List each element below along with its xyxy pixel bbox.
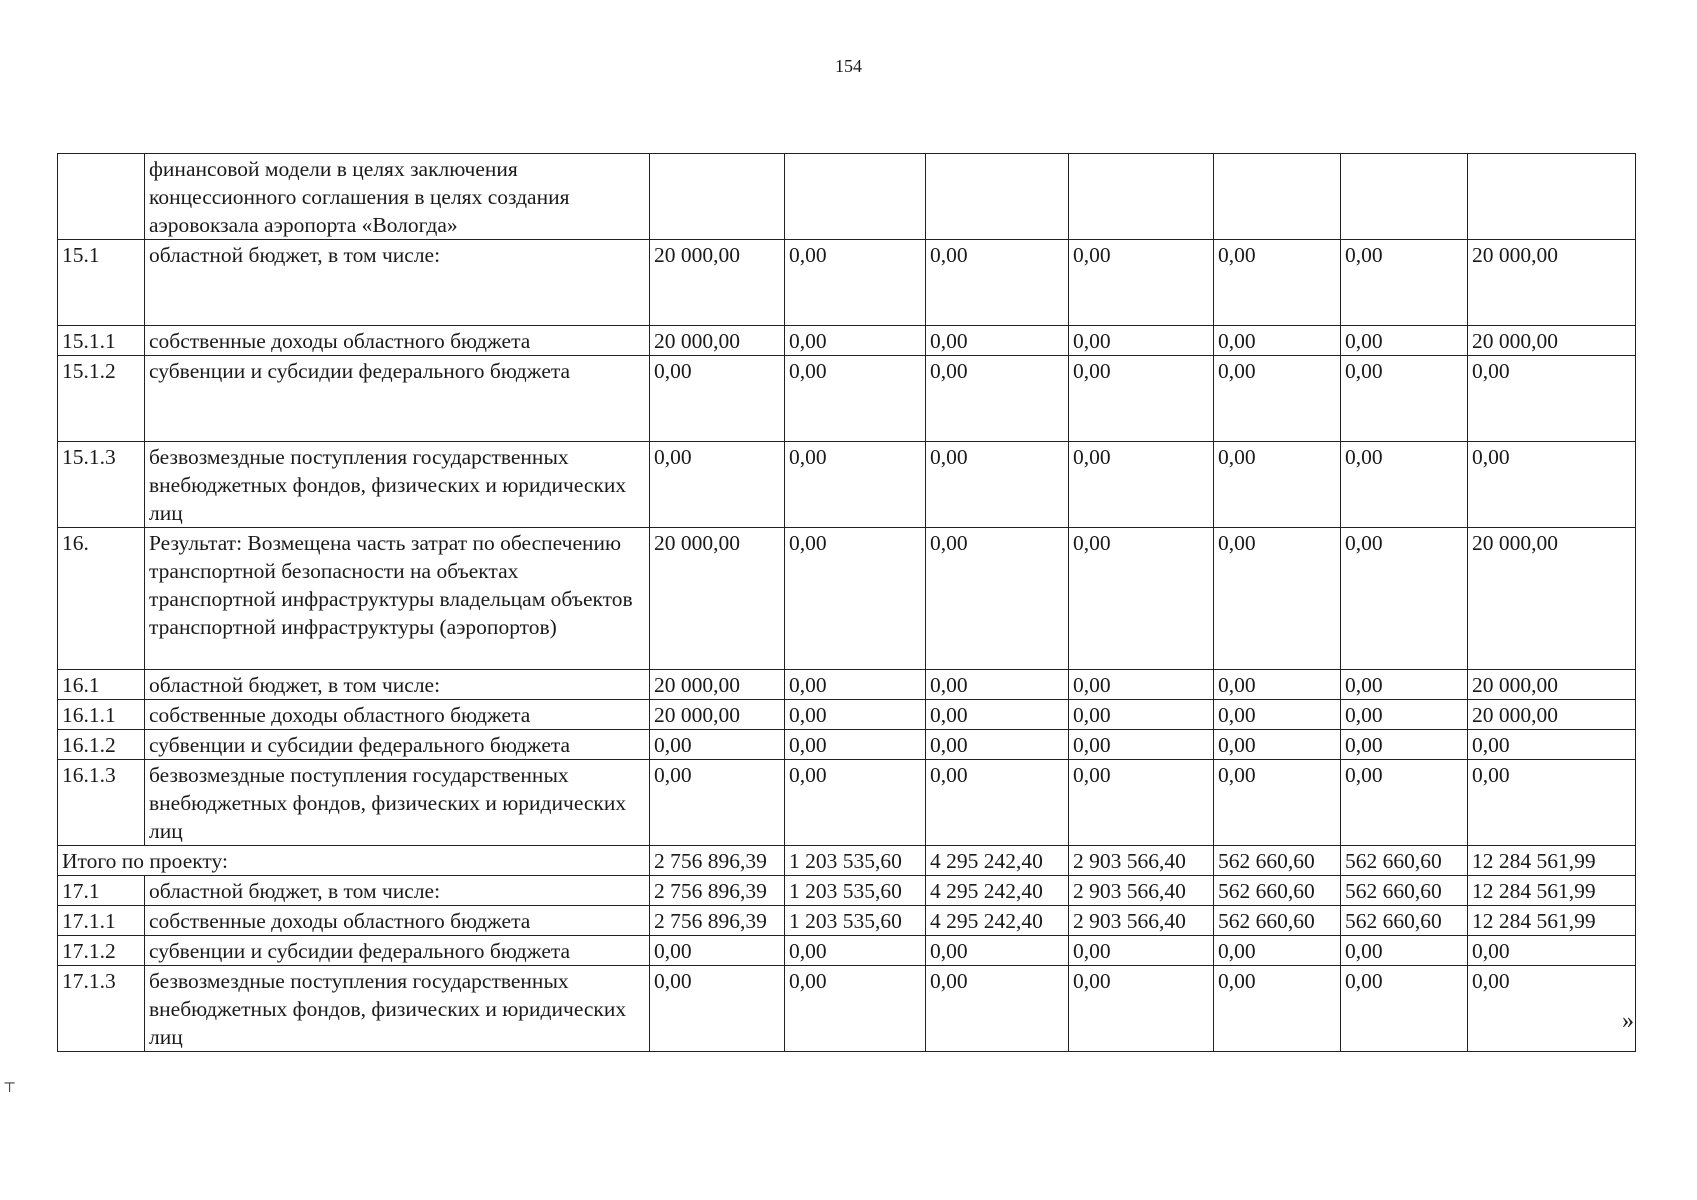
table-row (58, 846, 1636, 876)
value-cell: 0,00 (650, 442, 785, 528)
table-row (58, 906, 1636, 936)
closing-quote: » (1622, 1008, 1634, 1034)
value-cell: 0,00 (1468, 730, 1636, 760)
value-cell (1214, 154, 1341, 240)
margin-mark: ⊤ (3, 1081, 17, 1096)
value-cell: 0,00 (1341, 730, 1468, 760)
value-cell: 0,00 (1341, 442, 1468, 528)
value-cell: 12 284 561,99 (1468, 876, 1636, 906)
value-cell: 0,00 (926, 528, 1069, 670)
table-row (58, 670, 1636, 700)
value-cell: 0,00 (1341, 670, 1468, 700)
table-row (58, 966, 1636, 1052)
value-cell: 0,00 (1341, 240, 1468, 326)
value-cell: 0,00 (1069, 326, 1214, 356)
row-description: финансовой модели в целях заключения концессионного соглашения в целях создания аэровокзала аэропорта «Вологда» (145, 154, 650, 240)
row-description: областной бюджет, в том числе: (145, 240, 650, 326)
value-cell: 0,00 (1214, 356, 1341, 442)
table-row (58, 760, 1636, 846)
table-row (58, 936, 1636, 966)
value-cell: 2 903 566,40 (1069, 846, 1214, 876)
value-cell: 20 000,00 (650, 700, 785, 730)
value-cell: 0,00 (1069, 700, 1214, 730)
value-cell (1468, 154, 1636, 240)
table-row (58, 240, 1636, 326)
value-cell: 0,00 (1468, 442, 1636, 528)
value-cell: 0,00 (785, 442, 926, 528)
value-cell: 0,00 (785, 700, 926, 730)
value-cell (1069, 154, 1214, 240)
value-cell: 0,00 (1069, 442, 1214, 528)
value-cell: 562 660,60 (1214, 876, 1341, 906)
budget-table (57, 153, 1636, 1052)
row-description: собственные доходы областного бюджета (145, 326, 650, 356)
value-cell: 562 660,60 (1341, 876, 1468, 906)
value-cell: 4 295 242,40 (926, 846, 1069, 876)
value-cell: 0,00 (785, 356, 926, 442)
value-cell: 0,00 (1069, 966, 1214, 1052)
value-cell: 0,00 (650, 760, 785, 846)
value-cell: 2 756 896,39 (650, 846, 785, 876)
value-cell: 20 000,00 (1468, 700, 1636, 730)
value-cell: 0,00 (785, 966, 926, 1052)
value-cell: 0,00 (1214, 442, 1341, 528)
value-cell: 0,00 (1069, 240, 1214, 326)
value-cell: 1 203 535,60 (785, 846, 926, 876)
row-number (58, 154, 145, 240)
value-cell: 0,00 (650, 966, 785, 1052)
value-cell: 0,00 (1468, 356, 1636, 442)
row-description: областной бюджет, в том числе: (145, 670, 650, 700)
table-row (58, 730, 1636, 760)
row-number: 15.1 (58, 240, 145, 326)
row-description: субвенции и субсидии федерального бюджета (145, 356, 650, 442)
value-cell: 0,00 (785, 240, 926, 326)
table-row (58, 154, 1636, 240)
row-description: субвенции и субсидии федерального бюджета (145, 730, 650, 760)
value-cell: 0,00 (926, 326, 1069, 356)
value-cell: 0,00 (926, 240, 1069, 326)
row-description: собственные доходы областного бюджета (145, 906, 650, 936)
value-cell: 4 295 242,40 (926, 876, 1069, 906)
value-cell (785, 154, 926, 240)
value-cell: 0,00 (1214, 966, 1341, 1052)
row-number: 17.1.2 (58, 936, 145, 966)
value-cell: 2 903 566,40 (1069, 876, 1214, 906)
row-number: 17.1.3 (58, 966, 145, 1052)
row-description: областной бюджет, в том числе: (145, 876, 650, 906)
value-cell: 20 000,00 (650, 670, 785, 700)
value-cell: 1 203 535,60 (785, 906, 926, 936)
value-cell: 0,00 (1214, 700, 1341, 730)
table-row (58, 876, 1636, 906)
value-cell: 0,00 (1069, 670, 1214, 700)
row-number: 15.1.1 (58, 326, 145, 356)
row-number: 16.1 (58, 670, 145, 700)
value-cell: 0,00 (1468, 760, 1636, 846)
value-cell: 0,00 (1069, 730, 1214, 760)
value-cell: 562 660,60 (1341, 906, 1468, 936)
value-cell: 0,00 (785, 326, 926, 356)
row-number: 17.1 (58, 876, 145, 906)
table-body (58, 154, 1636, 1052)
value-cell: 20 000,00 (1468, 670, 1636, 700)
page-number: 154 (835, 56, 862, 76)
value-cell: 20 000,00 (650, 528, 785, 670)
value-cell: 0,00 (650, 730, 785, 760)
value-cell: 0,00 (1214, 936, 1341, 966)
value-cell: 1 203 535,60 (785, 876, 926, 906)
value-cell: 0,00 (926, 730, 1069, 760)
row-description: безвозмездные поступления государственных внебюджетных фондов, физических и юридических лиц (145, 966, 650, 1052)
value-cell: 0,00 (1341, 966, 1468, 1052)
value-cell: 0,00 (1341, 760, 1468, 846)
value-cell: 562 660,60 (1214, 846, 1341, 876)
table-row (58, 326, 1636, 356)
value-cell: 0,00 (1214, 240, 1341, 326)
row-number: 15.1.2 (58, 356, 145, 442)
value-cell: 20 000,00 (1468, 528, 1636, 670)
row-description: Результат: Возмещена часть затрат по обеспечению транспортной безопасности на объектах транспортной инфраструктуры владельцам объектов транспортной инфраструктуры (аэропортов) (145, 528, 650, 670)
value-cell: 20 000,00 (1468, 240, 1636, 326)
value-cell: 0,00 (1341, 700, 1468, 730)
value-cell: 0,00 (1069, 760, 1214, 846)
value-cell: 12 284 561,99 (1468, 906, 1636, 936)
value-cell: 2 903 566,40 (1069, 906, 1214, 936)
total-label: Итого по проекту: (58, 846, 650, 876)
value-cell: 4 295 242,40 (926, 906, 1069, 936)
value-cell (1341, 154, 1468, 240)
value-cell: 2 756 896,39 (650, 906, 785, 936)
row-number: 16.1.2 (58, 730, 145, 760)
row-number: 15.1.3 (58, 442, 145, 528)
value-cell: 0,00 (926, 966, 1069, 1052)
table-row (58, 700, 1636, 730)
value-cell: 0,00 (1069, 528, 1214, 670)
value-cell: 0,00 (1214, 528, 1341, 670)
value-cell: 20 000,00 (650, 326, 785, 356)
value-cell: 562 660,60 (1341, 846, 1468, 876)
value-cell: 0,00 (926, 670, 1069, 700)
value-cell: 20 000,00 (650, 240, 785, 326)
row-description: безвозмездные поступления государственных внебюджетных фондов, физических и юридических лиц (145, 442, 650, 528)
table-row (58, 528, 1636, 670)
value-cell: 0,00 (1069, 356, 1214, 442)
value-cell: 0,00 (926, 442, 1069, 528)
value-cell (926, 154, 1069, 240)
value-cell: 0,00 (1341, 326, 1468, 356)
value-cell: 0,00 (1214, 760, 1341, 846)
value-cell: 0,00 (785, 936, 926, 966)
value-cell: 0,00 (785, 670, 926, 700)
value-cell: 0,00 (785, 730, 926, 760)
value-cell: 0,00 (1468, 936, 1636, 966)
row-description: субвенции и субсидии федерального бюджета (145, 936, 650, 966)
value-cell: 0,00 (785, 528, 926, 670)
row-number: 17.1.1 (58, 906, 145, 936)
value-cell (650, 154, 785, 240)
value-cell: 0,00 (926, 936, 1069, 966)
value-cell: 0,00 (1468, 966, 1636, 1052)
value-cell: 2 756 896,39 (650, 876, 785, 906)
table-row (58, 442, 1636, 528)
row-number: 16.1.3 (58, 760, 145, 846)
value-cell: 0,00 (1069, 936, 1214, 966)
table-row (58, 356, 1636, 442)
value-cell: 0,00 (1341, 528, 1468, 670)
value-cell: 0,00 (785, 760, 926, 846)
value-cell: 562 660,60 (1214, 906, 1341, 936)
value-cell: 0,00 (1341, 356, 1468, 442)
row-description: собственные доходы областного бюджета (145, 700, 650, 730)
value-cell: 0,00 (926, 760, 1069, 846)
value-cell: 0,00 (650, 936, 785, 966)
value-cell: 0,00 (1214, 326, 1341, 356)
row-number: 16. (58, 528, 145, 670)
value-cell: 20 000,00 (1468, 326, 1636, 356)
value-cell: 0,00 (650, 356, 785, 442)
value-cell: 0,00 (1214, 730, 1341, 760)
value-cell: 0,00 (926, 356, 1069, 442)
row-description: безвозмездные поступления государственных внебюджетных фондов, физических и юридических лиц (145, 760, 650, 846)
value-cell: 0,00 (1341, 936, 1468, 966)
row-number: 16.1.1 (58, 700, 145, 730)
value-cell: 0,00 (1214, 670, 1341, 700)
value-cell: 12 284 561,99 (1468, 846, 1636, 876)
value-cell: 0,00 (926, 700, 1069, 730)
